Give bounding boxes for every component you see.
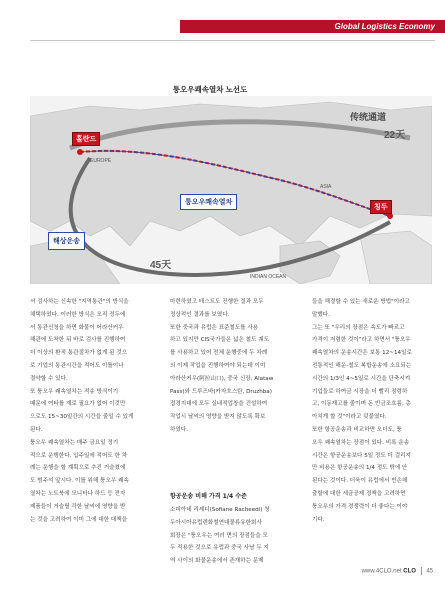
text-column-1: 서 검사하는 신속한 "지역통관"의 방식을 채택하였다. 이러한 방식은 오직 정두에 서 통관신청을 하면 화물이 어라산커우 해관에 도착한 뒤 바로 검사를 진행하여 더 이상의 환적 통관절차가 없게 된 것으 로 기업의 통관시간을 적어도 이틀이나 절약할 수 있다. 또 퉁오우 쾌속열차는 적송 방식이기 때문에 여타를 재로 필요가 없어 이것만 으로도 15~30일간의 시간을 줄일 수 있게 된다. 퉁오우 쾌속열차는 매주 금요일 정기 적으로 운행한다. 입주일에 적어도 한 차 례는 운행을 할 계획으로 추진 거슬쳤에 도 범주석 앞시다. 이를 위해 퉁오우 쾌속 열차는 노트북에 모니터나 하드 등 전자 제품들이 거슬릴 각한 날씨에 영향을 받 는 것을 고려하여 이미 그에 대한 대책을 [30, 299, 134, 523]
europe-label: EUROPE [90, 158, 112, 164]
text-column-2b: 소피아네 리셰디(Sofiane Racheedi) 청 두아시아유럽렌화철연대물류유한회사 회장은 "퉁오우는 여러 면의 장점들을 모 두 적용한 것으로 유럽과 중국 사남 두 지 역 사이의 화물운송에서 존재하는 문제 [170, 507, 270, 565]
header-rule [30, 40, 435, 41]
section-title: Global Logistics Economy [334, 22, 435, 31]
asia-label: ASIA [320, 184, 332, 190]
text-column-3: 들을 해결할 수 있는 새로운 방법"이라고 말했다. 그는 또 "우리의 장점은 속도가 빠르고 가격이 저렴한 것이"라고 하면서 "퉁오우 쾌속열차의 운송시간은 보통 12~14일로 전통적인 해운-철도 복합운송에 소요되는 시간의 1/3인 4~5일로 시간을 단축시켜 기업들로 하여금 시장을 더 빨리 점령하 고, 이동재고를 줄이며 돈 빈금조흐름, 총 아치게 할 것"이라고 덧붙였다. 또한 항공운송과 비교하면 오더도, 퉁 오우 쾌속열차는 장점이 있다. 비록 운송 시간은 항공운송보다 5일 정도 더 걸리지 만 비용은 항공운송의 1/4 정도 밖에 안 된다는 것이다. 더욱이 유럽에서 빈손해 출할에 대한 세금공제 정책을 고려하면 퉁오우의 가격 경쟁력이 더 좋다는 이야 기다. [312, 299, 412, 523]
ocean-label: INDIAN OCEAN [250, 274, 287, 280]
sea-transport-callout: 해상운송 [48, 232, 85, 250]
route-map [30, 96, 432, 284]
footer-site: www.4CLO.net [361, 568, 402, 575]
text-column-2: 마련하였고 테스트도 진행한 결과 모두 정상적인 결과를 보였다. 또한 중국과 유럽은 표준철도를 사용 하고 있지만 CIS국가들은 넓은 철도 궤도 를 사용하고 있어 전체 운행중에 두 차례 의 이제 작업을 진행하여야 되는데 이미 아라산커우(阿拉山口), 중국 신장, Alataw Pass)와 드루즈바(카자흐스탄, Druzhba) 접경지대에 모두 실내적업창을 건설하여 작업시 날씨의 영향을 받지 않도록 확보 하였다. [170, 299, 274, 433]
sea-days-label: 45天 [150, 260, 172, 271]
footer-divider [421, 567, 422, 575]
route-map-graphic [30, 96, 432, 284]
traditional-route-label: 传统通道 [350, 113, 387, 123]
land-days-label: 22天 [384, 130, 406, 141]
page-footer [362, 567, 433, 575]
origin-marker [77, 149, 83, 155]
train-callout: 퉁오우쾌속열차 [180, 194, 237, 210]
map-title: 퉁오우쾌속열차 노선도 [172, 85, 248, 94]
page-header [0, 0, 445, 44]
qingdao-callout: 칭두 [370, 200, 392, 214]
landmass-sea-asia [360, 231, 432, 284]
holland-callout: 홀란드 [72, 132, 100, 146]
section-subhead: 항공운송 비해 가격 1/4 수준 [170, 493, 247, 500]
footer-brand: CLO [403, 568, 416, 575]
page-number: 45 [426, 568, 433, 575]
